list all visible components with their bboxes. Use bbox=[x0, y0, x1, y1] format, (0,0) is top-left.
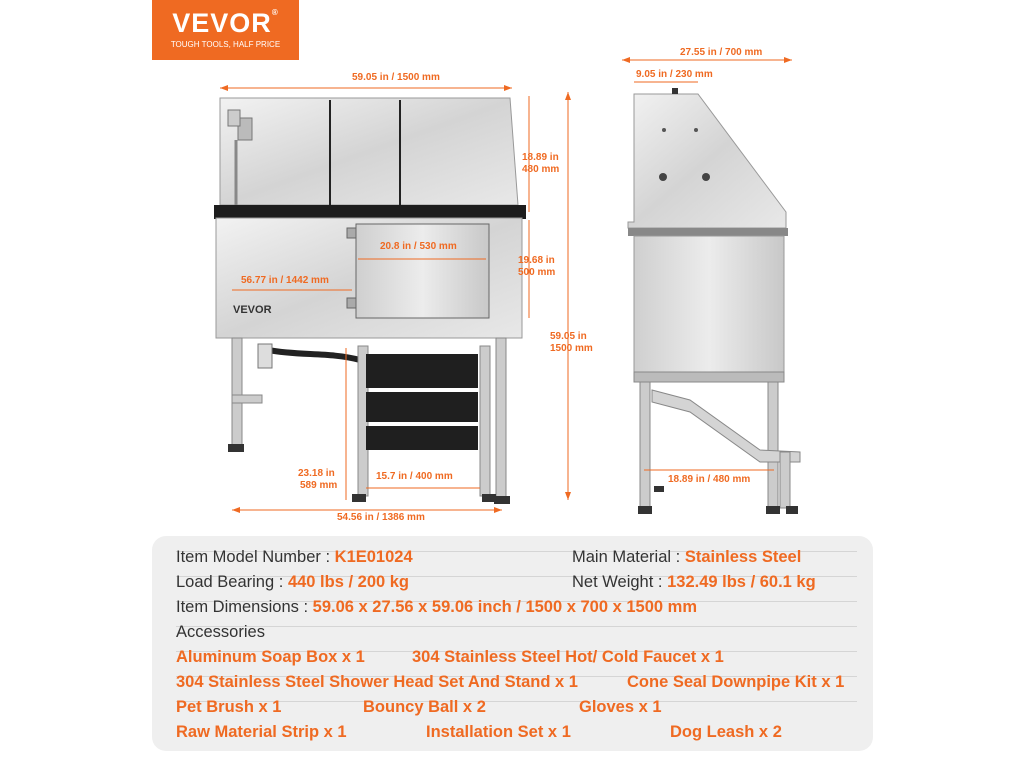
accessory-item: Gloves x 1 bbox=[579, 698, 662, 716]
accessories-row-2 bbox=[176, 673, 857, 691]
dim-height-total-in: 59.05 in bbox=[550, 331, 587, 342]
spec-row-2 bbox=[176, 573, 857, 591]
accessory-item: Installation Set x 1 bbox=[426, 723, 571, 741]
weight-field: Net Weight : 132.49 lbs / 60.1 kg bbox=[572, 573, 816, 591]
logo-brand: VEVOR® bbox=[172, 8, 279, 38]
accessories-row-1 bbox=[176, 648, 857, 666]
dim-width-inner: 56.77 in / 1442 mm bbox=[241, 275, 329, 286]
accessories-heading: Accessories bbox=[176, 623, 857, 627]
dim-depth-top: 9.05 in / 230 mm bbox=[636, 69, 713, 80]
dim-width-top: 59.05 in / 1500 mm bbox=[352, 72, 440, 83]
spec-panel bbox=[152, 536, 873, 751]
load-field: Load Bearing : 440 lbs / 200 kg bbox=[176, 573, 410, 591]
spec-row-3 bbox=[176, 598, 857, 616]
model-field: Item Model Number : K1E01024 bbox=[176, 548, 413, 566]
dim-height-leg-mm: 589 mm bbox=[300, 480, 338, 491]
accessory-item: Cone Seal Downpipe Kit x 1 bbox=[627, 673, 845, 691]
dim-height-door-in: 19.68 in bbox=[518, 255, 555, 266]
spec-row-1 bbox=[176, 548, 857, 566]
accessory-item: 304 Stainless Steel Hot/ Cold Faucet x 1 bbox=[412, 648, 724, 666]
accessory-item: Aluminum Soap Box x 1 bbox=[176, 648, 365, 666]
dim-height-door-mm: 500 mm bbox=[518, 267, 556, 278]
dim-height-total-mm: 1500 mm bbox=[550, 343, 593, 354]
material-field: Main Material : Stainless Steel bbox=[572, 548, 802, 566]
dim-ramp-width: 15.7 in / 400 mm bbox=[376, 471, 453, 482]
accessory-item: 304 Stainless Steel Shower Head Set And Stand x 1 bbox=[176, 673, 578, 691]
dim-door-width: 20.8 in / 530 mm bbox=[380, 241, 457, 252]
dim-height-back-mm: 480 mm bbox=[522, 164, 560, 175]
accessories-row-3 bbox=[176, 698, 857, 716]
logo-tagline: TOUGH TOOLS, HALF PRICE bbox=[170, 40, 281, 49]
dim-depth-total: 27.55 in / 700 mm bbox=[680, 47, 763, 58]
dimensions-field: Item Dimensions : 59.06 x 27.56 x 59.06 inch / 1500 x 700 x 1500 mm bbox=[176, 598, 698, 616]
accessory-item: Pet Brush x 1 bbox=[176, 698, 282, 716]
accessory-item: Bouncy Ball x 2 bbox=[363, 698, 486, 716]
dim-width-base: 54.56 in / 1386 mm bbox=[337, 512, 425, 523]
accessory-item: Raw Material Strip x 1 bbox=[176, 723, 347, 741]
dim-depth-base: 18.89 in / 480 mm bbox=[668, 474, 751, 485]
panel-brand: VEVOR bbox=[233, 304, 272, 316]
accessory-item: Dog Leash x 2 bbox=[670, 723, 782, 741]
front-view-drawing bbox=[214, 72, 593, 523]
dim-height-back-in: 18.89 in bbox=[522, 152, 559, 163]
side-view-drawing bbox=[622, 47, 800, 514]
dim-height-leg-in: 23.18 in bbox=[298, 468, 335, 479]
